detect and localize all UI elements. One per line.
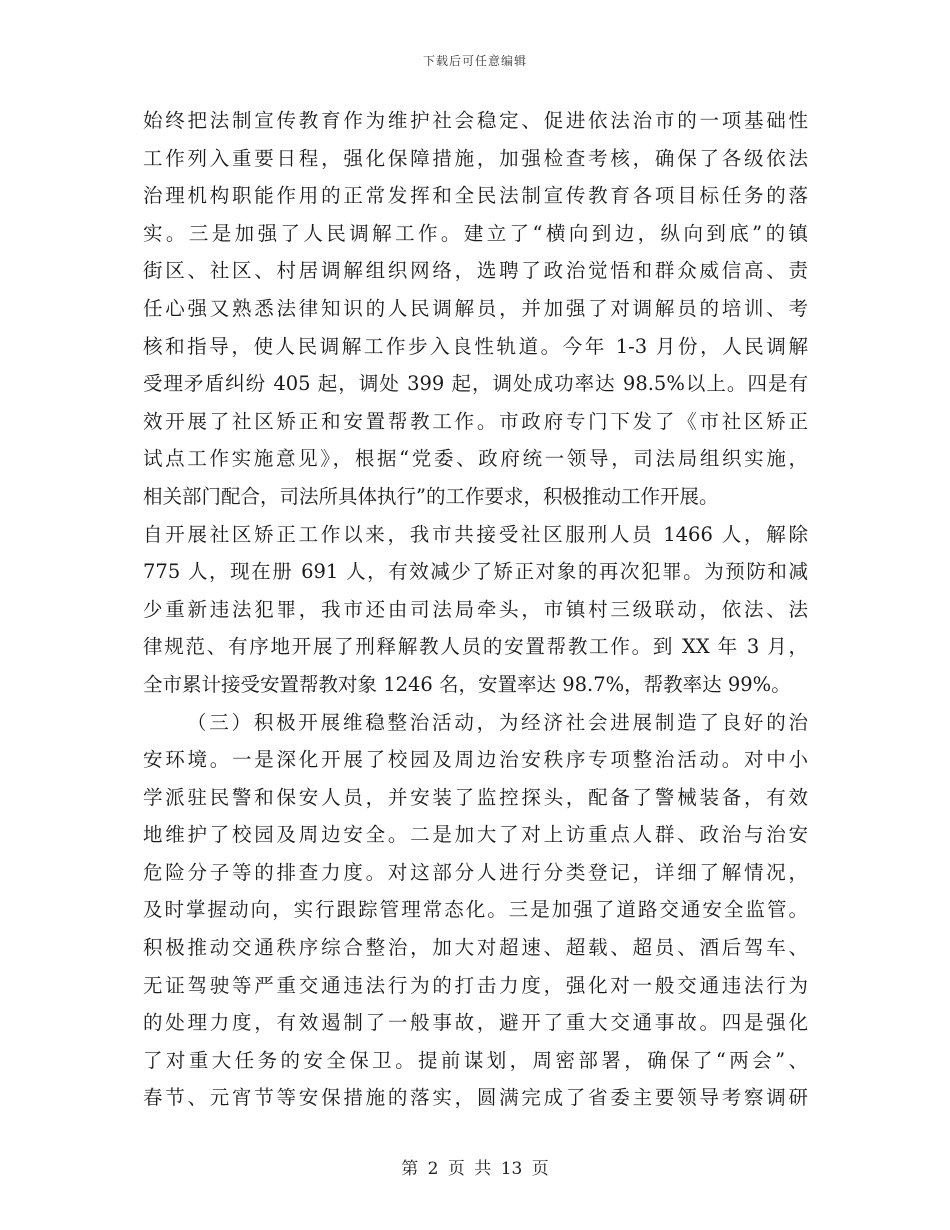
text-line: 律规范、有序地开展了刑释解教人员的安置帮教工作。到 XX 年 3 月， [143,635,808,659]
text-line: 实。三是加强了人民调解工作。建立了“横向到边，纵向到底”的镇 [143,221,808,245]
text-line: 无证驾驶等严重交通违法行为的打击力度，强化对一般交通违法行为 [143,973,808,997]
text-line: 及时掌握动向，实行跟踪管理常态化。三是加强了道路交通安全监管。 [143,898,808,922]
text-line: 危险分子等的排查力度。对这部分人进行分类登记，详细了解情况， [143,860,808,884]
text-line: 工作列入重要日程，强化保障措施，加强检查考核，确保了各级依法 [143,146,808,170]
text-line: 相关部门配合，司法所具体执行”的工作要求，积极推动工作开展。 [143,484,719,508]
text-line: 始终把法制宣传教育作为维护社会稳定、促进依法治市的一项基础性 [143,109,808,132]
paragraph-heading-line: （三）积极开展维稳整治活动，为经济社会进展制造了良好的治 [187,710,808,734]
text-line: 学派驻民警和保安人员，并安装了监控探头，配备了警械装备，有效 [143,785,808,809]
text-line: 春节、元宵节等安保措施的落实，圆满完成了省委主要领导考察调研 [143,1086,808,1110]
text-line: 自开展社区矫正工作以来，我市共接受社区服刑人员 1466 人，解除 [143,522,808,546]
text-line: 效开展了社区矫正和安置帮教工作。市政府专门下发了《市社区矫正 [143,409,808,433]
page-header: 下载后可任意编辑 [422,54,527,68]
text-line: 街区、社区、村居调解组织网络，选聘了政治觉悟和群众威信高、责 [143,259,808,283]
text-line: 少重新违法犯罪，我市还由司法局牵头，市镇村三级联动，依法、法 [143,597,808,621]
document-body [143,102,808,1117]
text-line: 全市累计接受安置帮教对象 1246 名，安置率达 98.7%，帮教率达 99%。 [143,672,791,696]
text-line: 775 人，现在册 691 人，有效减少了矫正对象的再次犯罪。为预防和减 [143,560,808,584]
text-line: 核和指导，使人民调解工作步入良性轨道。今年 1-3 月份，人民调解 [143,334,808,358]
text-line: 地维护了校园及周边安全。二是加大了对上访重点人群、政治与治安 [143,823,808,847]
text-line: 任心强又熟悉法律知识的人民调解员，并加强了对调解员的培训、考 [143,296,808,320]
text-line: 积极推动交通秩序综合整治，加大对超速、超载、超员、酒后驾车、 [143,936,808,960]
page-number-footer: 第 2 页 共 13 页 [401,1159,549,1179]
text-line: 了对重大任务的安全保卫。提前谋划，周密部署，确保了“两会”、 [143,1048,808,1072]
text-line: 的处理力度，有效遏制了一般事故，避开了重大交通事故。四是强化 [143,1011,808,1035]
text-line: 试点工作实施意见》，根据“党委、政府统一领导，司法局组织实施， [143,447,808,471]
text-line: 治理机构职能作用的正常发挥和全民法制宣传教育各项目标任务的落 [143,184,808,208]
text-line: 受理矛盾纠纷 405 起，调处 399 起，调处成功率达 98.5%以上。四是有 [143,372,808,396]
text-line: 安环境。一是深化开展了校园及周边治安秩序专项整治活动。对中小 [143,748,808,772]
